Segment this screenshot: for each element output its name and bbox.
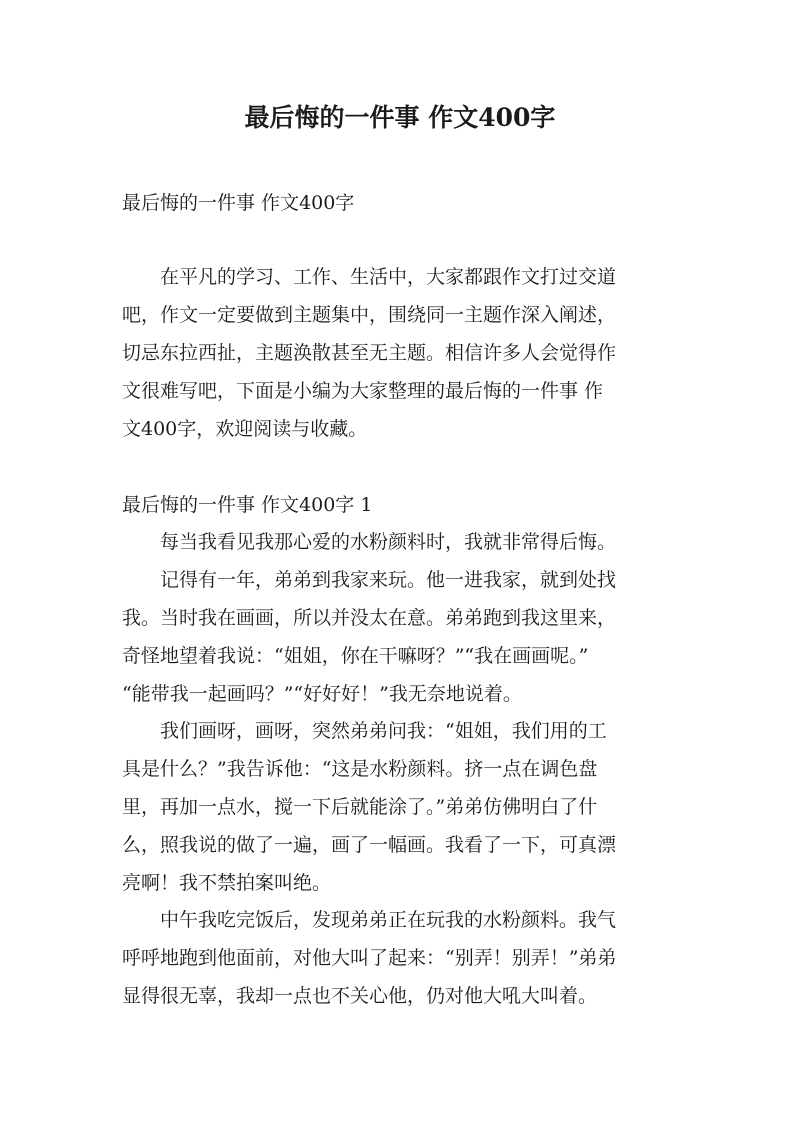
body-line: “能带我一起画吗？”“好好好！”我无奈地说着。 xyxy=(122,683,522,705)
section-heading: 最后悔的一件事 作文400字 1 xyxy=(122,494,373,516)
body-line: 记得有一年，弟弟到我家来玩。他一进我家，就到处找 xyxy=(122,569,617,591)
body-line: 么，照我说的做了一遍，画了一幅画。我看了一下，可真漂 xyxy=(122,834,617,856)
body-line: 我。当时我在画画，所以并没太在意。弟弟跑到我这里来， xyxy=(122,607,617,629)
intro-line: 文很难写吧，下面是小编为大家整理的最后悔的一件事 作 xyxy=(122,380,604,402)
body-line: 呼呼地跑到他面前，对他大叫了起来：“别弄！别弄！”弟弟 xyxy=(122,947,617,969)
intro-line: 切忌东拉西扯，主题涣散甚至无主题。相信许多人会觉得作 xyxy=(122,342,617,364)
body-line: 中午我吃完饭后，发现弟弟正在玩我的水粉颜料。我气 xyxy=(122,909,617,931)
body-line: 里，再加一点水，搅一下后就能涂了。”弟弟仿佛明白了什 xyxy=(122,796,598,818)
body-line: 奇怪地望着我说：“姐姐，你在干嘛呀？”“我在画画呢。” xyxy=(122,645,589,667)
document-subtitle: 最后悔的一件事 作文400字 xyxy=(122,192,355,214)
body-line: 我们画呀，画呀，突然弟弟问我：“姐姐，我们用的工 xyxy=(122,720,607,742)
intro-line: 文400字，欢迎阅读与收藏。 xyxy=(122,418,368,440)
body-line: 显得很无辜，我却一点也不关心他，仍对他大吼大叫着。 xyxy=(122,985,598,1007)
body-line: 每当我看见我那心爱的水粉颜料时，我就非常得后悔。 xyxy=(122,531,617,553)
body-line: 具是什么？”我告诉他：“这是水粉颜料。挤一点在调色盘 xyxy=(122,758,598,780)
document-title: 最后悔的一件事 作文400字 xyxy=(244,103,556,132)
intro-line: 吧，作文一定要做到主题集中，围绕同一主题作深入阐述， xyxy=(122,304,617,326)
body-line: 亮啊！我不禁拍案叫绝。 xyxy=(122,872,332,894)
intro-line: 在平凡的学习、工作、生活中，大家都跟作文打过交道 xyxy=(122,266,617,288)
